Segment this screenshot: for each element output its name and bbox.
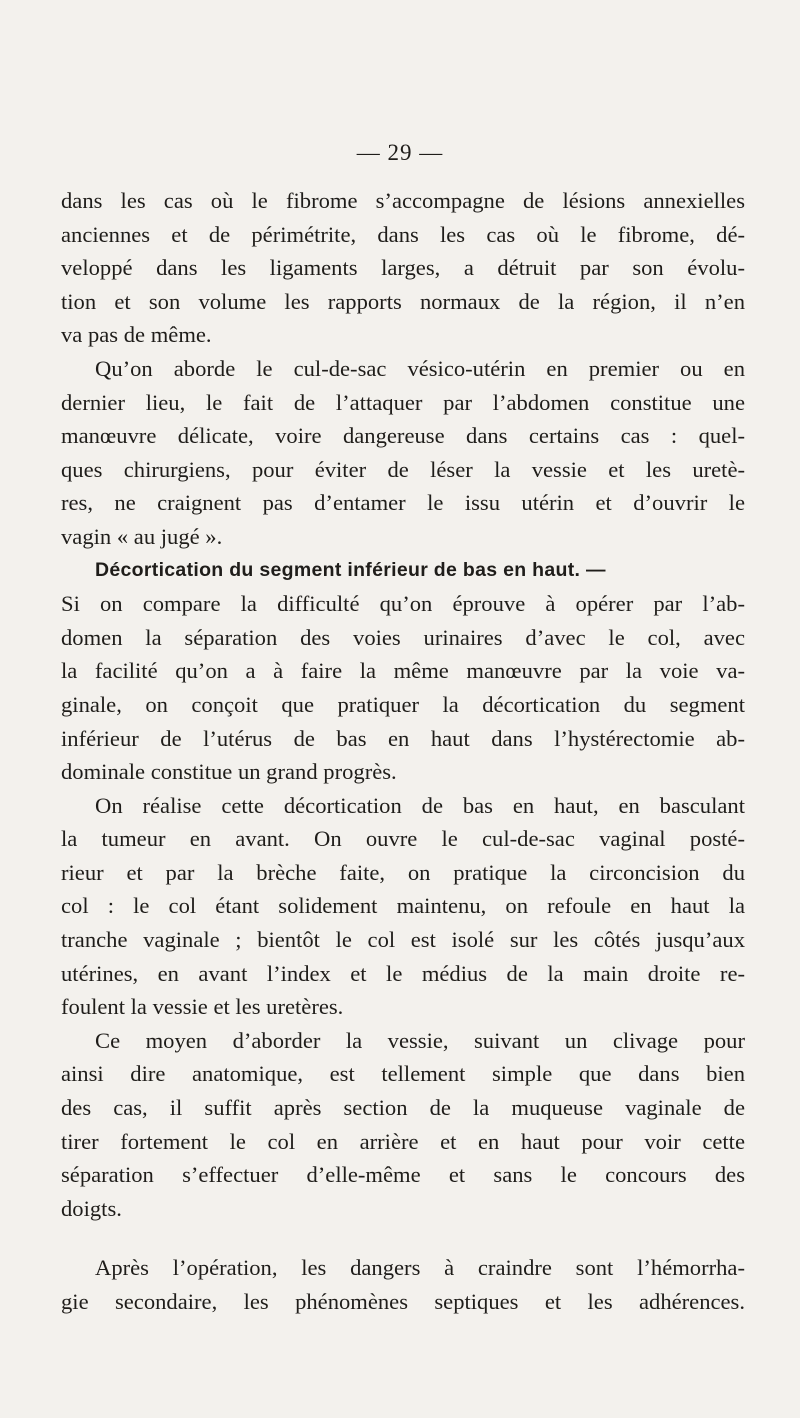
text-line: tion et son volume les rapports normaux de la région, il n’en — [61, 288, 745, 314]
paragraph-gap — [61, 1225, 745, 1251]
text-line: Après l’opération, les dangers à craindre sont l’hémorrha- — [95, 1255, 745, 1281]
text-line: ainsi dire anatomique, est tellement simple que dans bien — [61, 1061, 745, 1087]
text-line: dans les cas où le fibrome s’accompagne de lésions annexielles — [61, 188, 745, 213]
text-line: gie secondaire, les phénomènes septiques et les adhérences. — [61, 1289, 745, 1314]
text-line: col : le col étant solidement maintenu, on refoule en haut la — [61, 893, 745, 919]
text-line: tirer fortement le col en arrière et en haut pour voir cette — [61, 1128, 745, 1154]
text-line: res, ne craignent pas d’entamer le issu utérin et d’ouvrir le — [61, 490, 745, 516]
text-line: ques chirurgiens, pour éviter de léser la vessie et les uretè- — [61, 456, 745, 482]
text-line: veloppé dans les ligaments larges, a détruit par son évolu- — [61, 255, 745, 281]
text-line: vagin « au jugé ». — [61, 523, 223, 549]
text-line: On réalise cette décortication de bas en haut, en basculant — [95, 792, 745, 818]
text-line: la facilité qu’on a à faire la même manœuvre par la voie va- — [61, 658, 745, 684]
text-line: ginale, on conçoit que pratiquer la décortication du segment — [61, 691, 745, 717]
text-line: anciennes et de périmétrite, dans les cas où le fibrome, dé- — [61, 221, 745, 247]
text-line: Si on compare la difficulté qu’on éprouve à opérer par l’ab- — [61, 591, 745, 617]
text-line: manœuvre délicate, voire dangereuse dans certains cas : quel- — [61, 423, 745, 449]
text-line: foulent la vessie et les uretères. — [61, 994, 344, 1020]
text-line: inférieur de l’utérus de bas en haut dans l’hystérectomie ab- — [61, 725, 745, 751]
page-number: — 29 — — [356, 140, 444, 165]
body-text — [61, 184, 745, 1319]
text-line: dernier lieu, le fait de l’attaquer par l’abdomen constitue une — [61, 389, 745, 415]
text-line: tranche vaginale ; bientôt le col est isolé sur les côtés jusqu’aux — [61, 927, 745, 953]
text-line: séparation s’effectuer d’elle-même et sans le concours des — [61, 1162, 745, 1188]
text-line: va pas de même. — [61, 322, 212, 348]
text-line: la tumeur en avant. On ouvre le cul-de-sac vaginal posté- — [61, 826, 745, 852]
text-line: domen la séparation des voies urinaires d’avec le col, avec — [61, 624, 745, 650]
text-line: utérines, en avant l’index et le médius de la main droite re- — [61, 960, 745, 986]
text-line: dominale constitue un grand progrès. — [61, 759, 397, 785]
text-line: des cas, il suffit après section de la muqueuse vaginale de — [61, 1095, 745, 1121]
section-heading: Décortication du segment inférieur de bas en haut. — — [95, 558, 606, 581]
text-line: doigts. — [61, 1195, 122, 1221]
text-line: Qu’on aborde le cul-de-sac vésico-utérin en premier ou en — [95, 355, 745, 381]
text-line: rieur et par la brèche faite, on pratique la circoncision du — [61, 859, 745, 885]
text-line: Ce moyen d’aborder la vessie, suivant un clivage pour — [95, 1027, 745, 1053]
